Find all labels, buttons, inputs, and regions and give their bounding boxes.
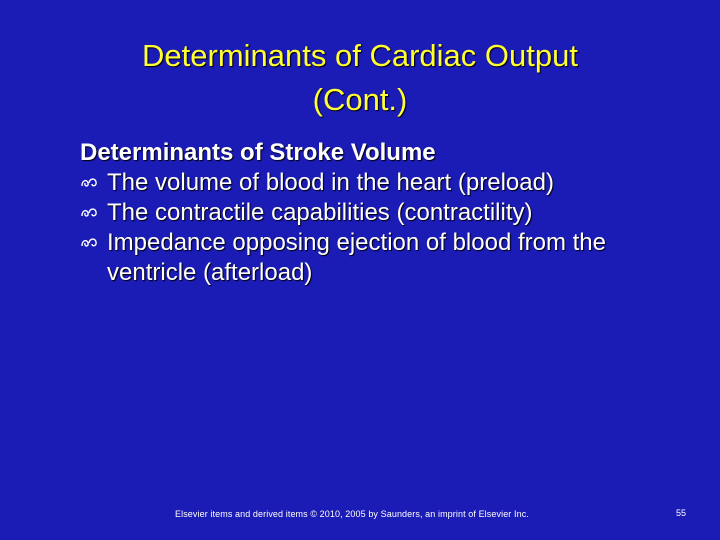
- bullet-item: [80, 228, 680, 288]
- title-line-2: (Cont.): [312, 82, 408, 117]
- bullet-text: The volume of blood in the heart (preload): [107, 169, 554, 196]
- flourish-bullet-icon: [80, 236, 98, 250]
- slide-content: [80, 138, 680, 288]
- bullet-item: [80, 168, 680, 198]
- bullet-list: [80, 168, 680, 288]
- subheading: Determinants of Stroke Volume: [80, 139, 436, 166]
- flourish-bullet-icon: [80, 206, 98, 220]
- bullet-text: The contractile capabilities (contractility): [107, 199, 533, 226]
- copyright-footer: Elsevier items and derived items © 2010, 2005 by Saunders, an imprint of Elsevier Inc.: [175, 509, 529, 519]
- bullet-item: [80, 198, 680, 228]
- title-line-1: Determinants of Cardiac Output: [142, 38, 578, 73]
- flourish-bullet-icon: [80, 176, 98, 190]
- slide-title: [60, 34, 660, 122]
- page-number: 55: [676, 508, 687, 518]
- bullet-text: Impedance opposing ejection of blood from the ventricle (afterload): [107, 229, 606, 286]
